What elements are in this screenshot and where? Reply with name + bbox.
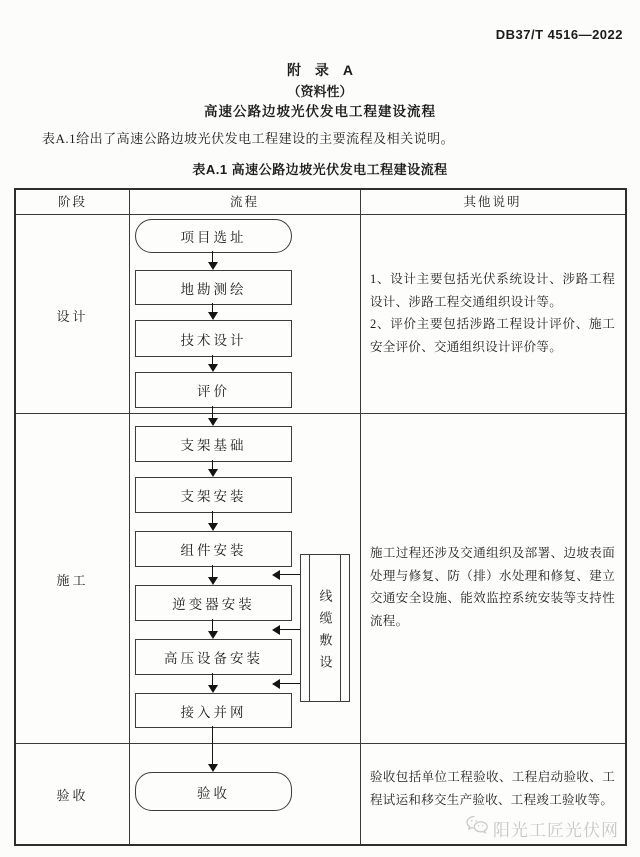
- flow-arrow-down-4: [212, 406, 213, 418]
- notes-design-item-2: 2、评价主要包括涉路工程设计评价、施工安全评价、交通组织设计评价等。: [370, 317, 615, 354]
- flow-step-bracket-foundation: 支架基础: [135, 426, 292, 462]
- flow-step-acceptance: 验收: [135, 772, 292, 811]
- notes-acceptance-item-1: 验收包括单位工程验收、工程启动验收、工程试运和移交生产验收、工程竣工验收等。: [370, 770, 615, 807]
- flow-arrow-down-1: [212, 251, 213, 262]
- flow-arrow-down-7: [212, 565, 213, 577]
- table-vline-1: [129, 190, 130, 844]
- flow-arrow-down-5: [212, 460, 213, 469]
- appendix-heading: 高速公路边坡光伏发电工程建设流程: [204, 104, 436, 119]
- flow-step-grid-connection: 接入并网: [135, 693, 292, 728]
- flow-arrow-down-6: [212, 511, 213, 523]
- flow-step-geological-survey: 地勘测绘: [135, 270, 292, 305]
- notes-design-item-1: 1、设计主要包括光伏系统设计、涉路工程设计、涉路工程交通组织设计等。: [370, 272, 615, 309]
- flow-arrow-down-2: [212, 303, 213, 312]
- cable-laying-label: 线缆敷设: [317, 588, 333, 677]
- flow-arrow-down-8: [212, 619, 213, 631]
- flow-side-process-cable-laying: [300, 554, 350, 702]
- watermark-text: 阳光工匠光伏网: [493, 820, 619, 840]
- flow-step-project-siting: 项目选址: [135, 219, 292, 253]
- table-hline-design-construction: [16, 413, 625, 414]
- intro-paragraph: 表A.1给出了高速公路边坡光伏发电工程建设的主要流程及相关说明。: [42, 131, 455, 146]
- watermark: [465, 815, 619, 841]
- notes-acceptance: [361, 766, 624, 811]
- flow-arrow-down-10: [212, 726, 213, 764]
- flow-step-inverter-install: 逆变器安装: [135, 585, 292, 621]
- column-header-process: 流程: [229, 195, 259, 209]
- table-hline-construction-acceptance: [16, 743, 625, 744]
- wechat-icon: [465, 815, 489, 841]
- appendix-subtitle: （资料性）: [287, 84, 353, 99]
- column-header-stage: 阶段: [57, 195, 87, 209]
- appendix-title: 附 录 A: [286, 62, 354, 78]
- flow-arrow-left-3: [280, 683, 300, 684]
- flow-step-hv-equipment-install: 高压设备安装: [135, 639, 292, 675]
- table-caption: 表A.1 高速公路边坡光伏发电工程建设流程: [192, 162, 448, 177]
- flow-arrow-down-3: [212, 355, 213, 364]
- flow-arrow-left-1: [280, 574, 300, 575]
- process-table: [14, 188, 627, 846]
- stage-label-construction: 施工: [56, 573, 89, 588]
- notes-construction-item-1: 施工过程还涉及交通组织及部署、边坡表面处理与修复、防（排）水处理和修复、建立交通安全设施、能效监控系统安装等支持性流程。: [370, 546, 615, 628]
- stage-label-design: 设计: [56, 309, 89, 324]
- notes-construction: [361, 542, 624, 632]
- standard-number: DB37/T 4516—2022: [495, 27, 623, 42]
- notes-design: [361, 268, 624, 358]
- flow-arrow-left-2: [280, 629, 300, 630]
- flow-arrow-down-9: [212, 673, 213, 685]
- column-header-notes: 其他说明: [463, 195, 522, 209]
- flow-step-module-install: 组件安装: [135, 531, 292, 567]
- flow-step-evaluation: 评价: [135, 372, 292, 408]
- table-hline-header: [16, 214, 625, 215]
- flow-step-bracket-install: 支架安装: [135, 477, 292, 513]
- flow-step-technical-design: 技术设计: [135, 320, 292, 357]
- stage-label-acceptance: 验收: [56, 788, 89, 803]
